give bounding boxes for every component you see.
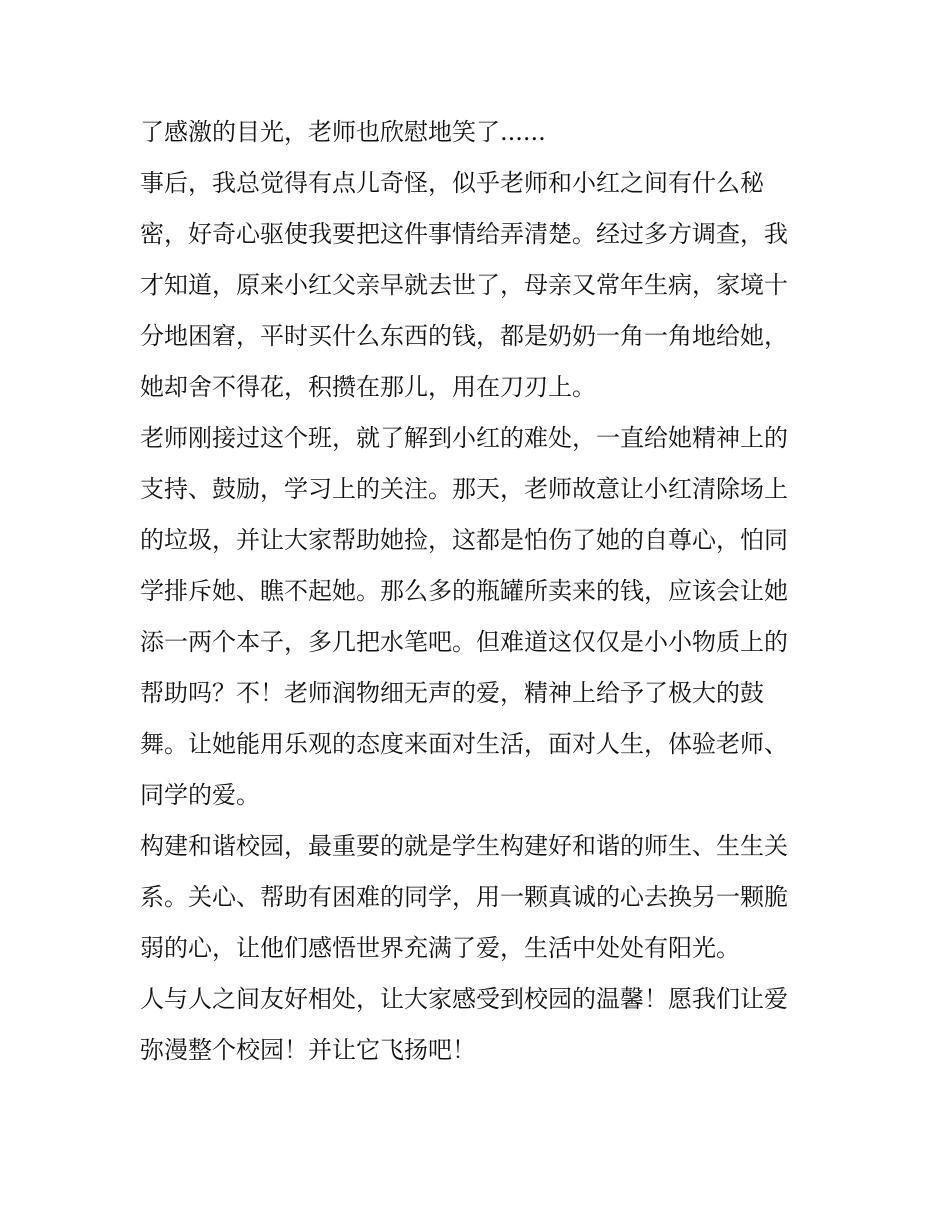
text-line: 同学的爱。 [140, 781, 260, 809]
text-line: 密，好奇心驱使我要把这件事情给弄清楚。经过多方调查，我 [140, 220, 788, 248]
text-line: 人与人之间友好相处，让大家感受到校园的温馨！愿我们让爱 [140, 985, 788, 1013]
text-line: 的垃圾，并让大家帮助她捡，这都是怕伤了她的自尊心，怕同 [140, 526, 788, 554]
text-line: 老师刚接过这个班，就了解到小红的难处，一直给她精神上的 [140, 424, 788, 452]
text-line: 才知道，原来小红父亲早就去世了，母亲又常年生病，家境十 [140, 271, 788, 299]
text-line: 分地困窘，平时买什么东西的钱，都是奶奶一角一角地给她， [140, 322, 788, 350]
text-line: 她却舍不得花，积攒在那儿，用在刀刃上。 [140, 373, 596, 401]
text-line: 弱的心，让他们感悟世界充满了爱，生活中处处有阳光。 [140, 934, 740, 962]
text-line: 帮助吗？不！老师润物细无声的爱，精神上给予了极大的鼓 [140, 679, 764, 707]
text-line: 事后，我总觉得有点儿奇怪，似乎老师和小红之间有什么秘 [140, 169, 764, 197]
text-line: 系。关心、帮助有困难的同学，用一颗真诚的心去换另一颗脆 [140, 883, 788, 911]
body-text [140, 107, 820, 1076]
text-line: 弥漫整个校园！并让它飞扬吧！ [140, 1036, 476, 1064]
text-line: 添一两个本子，多几把水笔吧。但难道这仅仅是小小物质上的 [140, 628, 788, 656]
text-line: 支持、鼓励，学习上的关注。那天，老师故意让小红清除场上 [140, 475, 788, 503]
text-line: 学排斥她、瞧不起她。那么多的瓶罐所卖来的钱，应该会让她 [140, 577, 788, 605]
text-line: 了感激的目光，老师也欣慰地笑了...... [140, 118, 546, 146]
text-line: 构建和谐校园，最重要的就是学生构建好和谐的师生、生生关 [140, 832, 788, 860]
text-line: 舞。让她能用乐观的态度来面对生活，面对人生，体验老师、 [140, 730, 788, 758]
